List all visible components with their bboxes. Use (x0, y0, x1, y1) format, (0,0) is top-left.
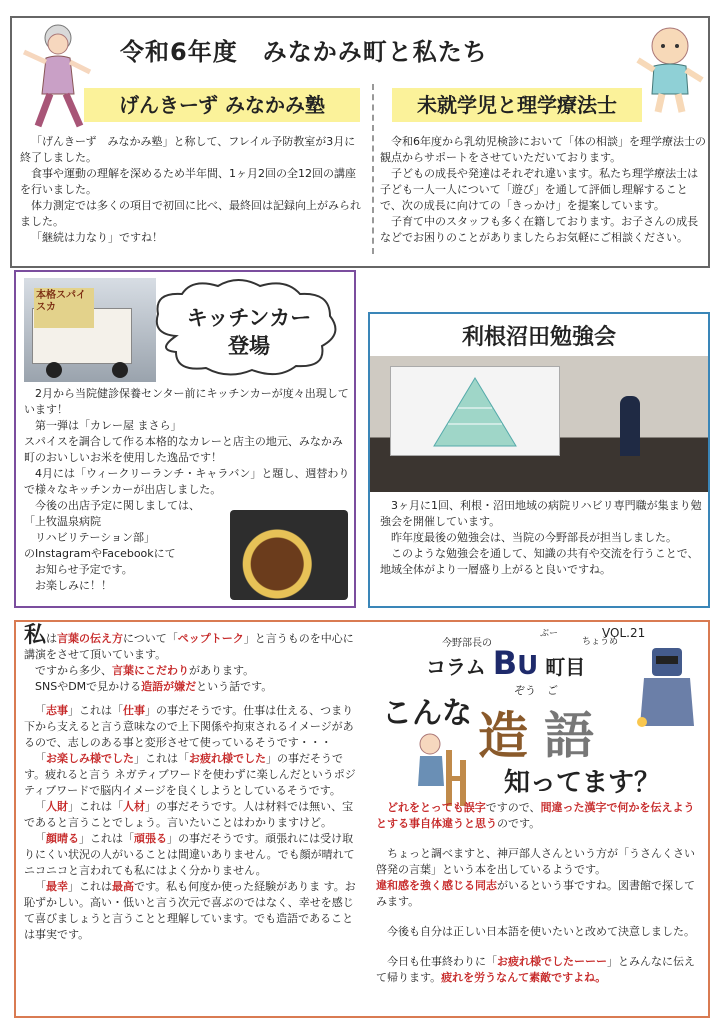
column-section (14, 620, 710, 1018)
genki-heading: げんきーず みなかみ塾 (84, 88, 360, 122)
highlighted-phrase: 志事 (46, 704, 68, 717)
text-run: は (46, 632, 58, 645)
column-left (24, 623, 364, 943)
kitchen-car-photo (24, 278, 156, 382)
text-run: 「 (35, 800, 46, 813)
headline-2: 知ってます？ (504, 768, 661, 798)
kitchen-line: 第一弾は「カレー屋 まさら」 (35, 419, 182, 432)
pt-paragraph: 子どもの成長や発達はそれぞれ違います。私たち理学療法士は子ども一人一人について「遊び」を通して評価し理解することで、次の成長に向けての「きっかけ」を提案しています。 (380, 167, 699, 212)
carpenter-illustration (410, 730, 474, 808)
highlighted-phrase: 最幸 (46, 880, 68, 893)
headline-1: こんな (382, 696, 472, 731)
text-run: がいるという事ですね。図書館で探してみます。 (376, 879, 695, 908)
text-run: について「 (123, 632, 178, 645)
highlighted-phrase: 言葉の伝え方 (57, 632, 124, 645)
truck-sign: 本格スパイスカ (34, 288, 94, 328)
text-run: です。私も何度か使った経験がありま す。お恥ずかしい。高い・低いと言う次元で喜ぶのではなく、幸せを感じて喜びましょうと言うことと理解しています。でも造語であることは事実です。 (24, 880, 356, 941)
column-series-title (426, 644, 585, 682)
column-para-otanoshimi (24, 751, 364, 799)
text-run: 」これは (68, 880, 112, 893)
ruby-chome: ちょうめ (582, 637, 619, 647)
text-run: 」これは「 (68, 800, 123, 813)
title-u: U (517, 651, 539, 681)
column-para-jinzai (24, 799, 364, 831)
ruby-zougo: ぞう ご (514, 684, 558, 697)
text-run: 」の事だそうです。頑張れには受け取りにくい状況の人がいることは間違いありません。でも顔が晴れてニコニコと言われても私にはよく分かりません。 (24, 832, 355, 877)
highlighted-phrase: 最高 (112, 880, 134, 893)
genki-paragraph: 「げんきーず みなかみ塾」と称して、フレイル予防教室が3月に終了しました。 (20, 135, 356, 164)
column-right-p5 (376, 954, 702, 986)
kitchen-line: 今後の出店予定に関しましては、 (35, 499, 200, 512)
study-paragraph: 昨年度最後の勉強会は、当院の今野部長が担当しました。 (391, 531, 677, 544)
text-run: 「 (35, 704, 46, 717)
column-para-saiko (24, 879, 364, 943)
kitchen-line: 2月から当院健診保養センター前にキッチンカーが度々出現しています！ (24, 387, 349, 416)
column-byline: 今野部長の (442, 638, 492, 649)
study-paragraph: 3ヶ月に1回、利根・沼田地域の病院リハビリ専門職が集まり勉強会を開催しています。 (380, 499, 702, 528)
highlighted-phrase: 造語が嫌だ (141, 680, 197, 693)
highlighted-phrase: 疲れを労うなんて素敵ですよね。 (441, 971, 607, 984)
kitchen-car-section (14, 270, 356, 608)
text-run: 「 (35, 752, 46, 765)
column-right-p3 (376, 878, 702, 910)
highlighted-phrase: 頑張る (134, 832, 167, 845)
welder-illustration (630, 642, 706, 738)
column-right-p1 (376, 800, 702, 832)
column-right-p4 (376, 924, 702, 940)
highlighted-phrase: お疲れ様でしたーーー (497, 955, 607, 968)
baby-illustration (632, 24, 708, 114)
study-paragraph: このような勉強会を通して、知識の共有や交流を行うことで、地域全体がより一層盛り上がると良いですね。 (380, 547, 699, 576)
study-body (380, 498, 702, 578)
text-run: 「 (35, 832, 46, 845)
pt-paragraph: 子育て中のスタッフも多く在籍しております。お子さんの成長などでお困りのことがありましたらお気軽にご相談ください。 (380, 215, 699, 244)
text-run: 」これは「 (79, 832, 134, 845)
text-run: SNSやDMで見かける (35, 680, 142, 693)
highlighted-phrase: お楽しみ様でした (46, 752, 134, 765)
text-run: 」の事だそうです。人は材料では無い、宝であると言うことでしょう。言いたいことはわかりますけど。 (24, 800, 354, 829)
headline-zo: 造 (478, 707, 528, 765)
headline-go: 語 (544, 707, 594, 765)
top-section (10, 16, 710, 268)
title-pre: コラム (426, 655, 486, 679)
text-run: 今後も自分は正しい日本語を使いたいと改めて決意しました。 (387, 925, 695, 938)
column-divider (372, 84, 374, 254)
column-intro3 (24, 679, 364, 695)
column-right-p2 (376, 846, 702, 878)
highlighted-phrase: 言葉にこだわり (112, 664, 189, 677)
kitchen-line: 4月には「ウィークリーランチ・キャラバン」と題し、週替わりで様々なキッチンカーが出店しました。 (24, 467, 350, 496)
kitchen-line: 「上牧温泉病院 (24, 515, 101, 528)
highlighted-phrase: 人財 (46, 800, 68, 813)
study-heading: 利根沼田勉強会 (461, 325, 616, 350)
text-run: 」これは「 (68, 704, 123, 717)
study-photo (370, 356, 708, 492)
text-run: という話です。 (196, 680, 273, 693)
text-run: 」これは「 (134, 752, 189, 765)
kitchen-title-2: 登場 (228, 334, 270, 358)
curry-photo (230, 510, 348, 600)
pt-body (380, 134, 706, 246)
text-run: 」とみんなに伝えて帰ります。 (376, 955, 695, 984)
genki-paragraph: 体力測定では多くの項目で初回に比べ、最終回は記録向上がみられました。 (20, 199, 361, 228)
study-section (368, 312, 710, 608)
highlighted-phrase: 違和感を強く感じる同志 (376, 879, 497, 892)
column-para-ganbaru (24, 831, 364, 879)
kitchen-line: お知らせ予定です。 (35, 563, 133, 576)
text-run: のです。 (497, 817, 541, 830)
text-run: 「 (35, 880, 46, 893)
text-run: ちょっと調べますと、神戸部人さんという方が「うさんくさい啓発の言葉」という本を出しているようです。 (376, 847, 695, 876)
genki-paragraph: 「継続は力なり」ですね！ (31, 231, 163, 244)
highlighted-phrase: ペップトーク (177, 632, 244, 645)
text-run: 」と言うものを中心に講演をさせて頂いています。 (24, 632, 354, 661)
column-right-body (376, 800, 702, 986)
column-intro (24, 623, 364, 663)
text-run: ですので、 (485, 801, 541, 814)
kitchen-title-1: キッチンカー (186, 306, 312, 330)
pt-paragraph: 令和6年度から乳幼児検診において「体の相談」を理学療法士の観点からサポートをさせていただいております。 (380, 135, 706, 164)
highlighted-phrase: お疲れ様でした (189, 752, 266, 765)
highlighted-phrase: 人材 (123, 800, 145, 813)
highlighted-phrase: 顔晴る (46, 832, 79, 845)
column-intro2 (24, 663, 364, 679)
genki-paragraph: 食事や運動の理解を深めるため半年間、1ヶ月2回の全12回の講座を行いました。 (20, 167, 356, 196)
highlighted-phrase: どれをとっても誤字 (387, 801, 486, 814)
big-char: 私 (24, 623, 47, 648)
ruby-bu: ぶー (540, 629, 559, 639)
text-run: 」の事だそうです。仕事は仕える、つまり下から支えると言う意味なので上下関係や拘束されるイメージがあるので、志しのある事と変形させて使っているそうです・・・ (24, 704, 354, 749)
highlighted-phrase: 仕事 (123, 704, 145, 717)
kitchen-line: リハビリテーション部」 (24, 531, 156, 544)
highlighted-phrase: 間違った漢字で何かを伝えようとする事自体違うと思う (376, 801, 695, 830)
page-title: 令和6年度 みなかみ町と私たち (120, 38, 488, 66)
kitchen-line: のInstagramやFacebookにて (24, 547, 176, 560)
text-run: 今日も仕事終わりに「 (387, 955, 497, 968)
genki-body (20, 134, 364, 246)
text-run: があります。 (189, 664, 255, 677)
vol-label: VOL.21 (602, 626, 646, 640)
text-run: 」の事だそうです。疲れると言う ネガティブワードを使わずに楽しんだというポジティブワードで脳内イメージを良くしようとしているそうです。 (24, 752, 356, 797)
text-run: ですから多少、 (35, 664, 112, 677)
kitchen-line: スパイスを調合して作る本格的なカレーと店主の地元、みなかみ町のおいしいお米を使用した逸品です！ (24, 435, 343, 464)
title-post: 町目 (545, 655, 586, 679)
title-b: B (492, 644, 518, 682)
kitchen-line: お楽しみに！！ (35, 579, 112, 592)
pt-heading: 未就学児と理学療法士 (392, 88, 642, 122)
column-para-shigoto (24, 703, 364, 751)
